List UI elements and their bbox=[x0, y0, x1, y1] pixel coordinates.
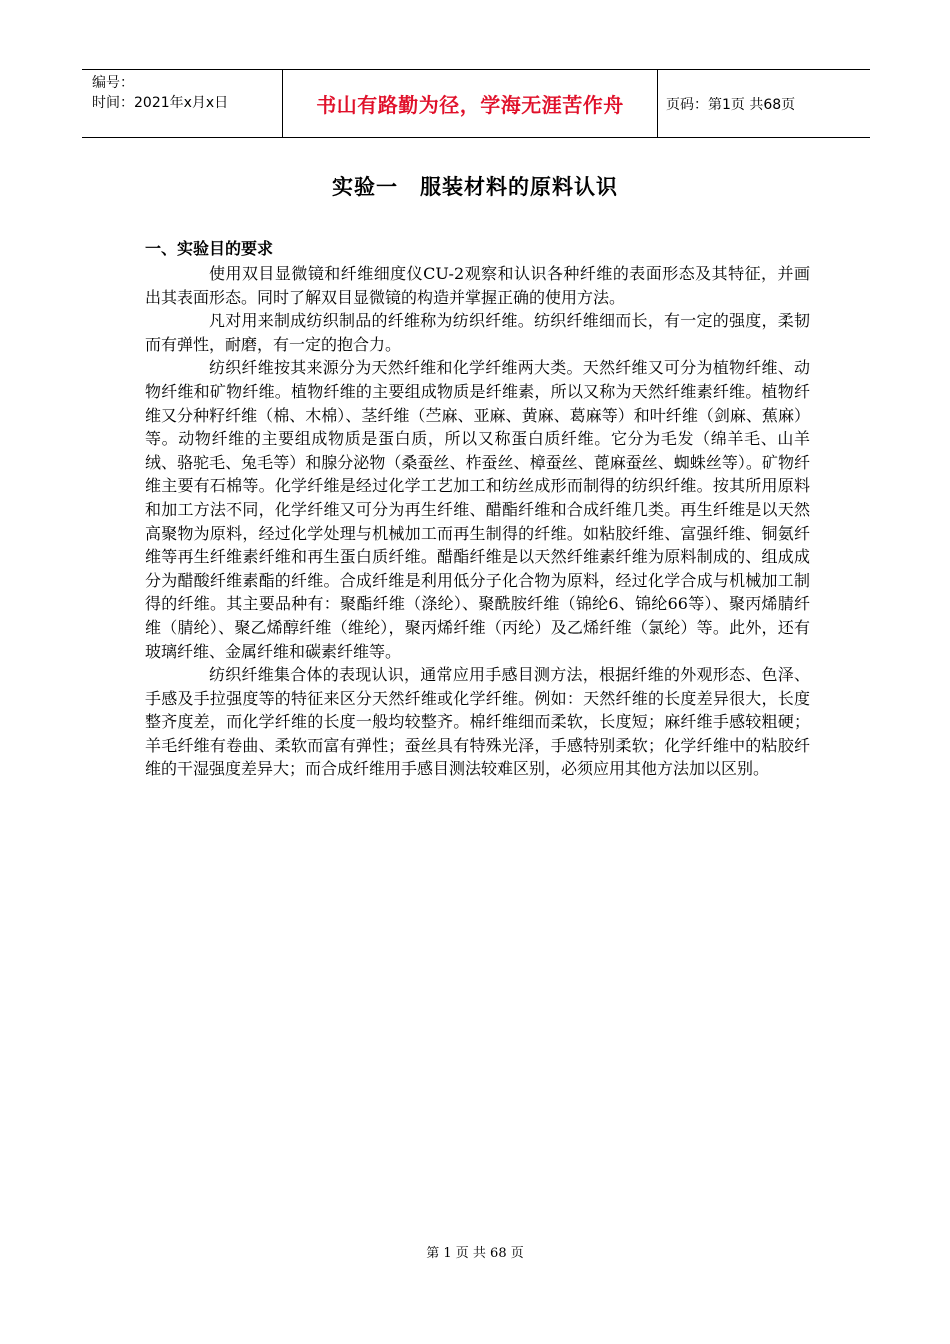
paragraph: 纺织纤维集合体的表现认识，通常应用手感目测方法，根据纤维的外观形态、色泽、手感及手拉强度等的特征来区分天然纤维或化学纤维。例如：天然纤维的长度差异很大，长度整齐度差，而化学纤维的长度一般均较整齐。棉纤维细而柔软，长度短；麻纤维手感较粗硬；羊毛纤维有卷曲、柔软而富有弹性；蚕丝具有特殊光泽，手感特别柔软；化学纤维中的粘胶纤维的干湿强度差异大；而合成纤维用手感目测法较难区别，必须应用其他方法加以区别。 bbox=[145, 665, 810, 779]
header-page-info: 页码：第1页 共68页 bbox=[666, 96, 796, 113]
paragraph: 凡对用来制成纺织制品的纤维称为纺织纤维。纺织纤维细而长，有一定的强度，柔韧而有弹性，耐磨，有一定的抱合力。 bbox=[145, 311, 810, 354]
paragraph: 使用双目显微镜和纤维细度仪CU-2观察和认识各种纤维的表面形态及其特征，并画出其表面形态。同时了解双目显微镜的构造并掌握正确的使用方法。 bbox=[145, 264, 810, 307]
page-footer: 第 1 页 共 68 页 bbox=[426, 1246, 524, 1261]
document-time-label: 时间：2021年x月x日 bbox=[92, 95, 229, 111]
document-title: 实验一 服装材料的原料认识 bbox=[332, 175, 618, 199]
header-motto: 书山有路勤为径，学海无涯苦作舟 bbox=[282, 70, 658, 137]
header-table bbox=[82, 69, 870, 138]
document-number-label: 编号： bbox=[92, 75, 134, 91]
header-meta bbox=[82, 70, 282, 137]
section-heading: 一、实验目的要求 bbox=[145, 239, 274, 258]
paragraph: 纺织纤维按其来源分为天然纤维和化学纤维两大类。天然纤维又可分为植物纤维、动物纤维和矿物纤维。植物纤维的主要组成物质是纤维素，所以又称为天然纤维素纤维。植物纤维又分种籽纤维（棉、木棉）、茎纤维（苎麻、亚麻、黄麻、葛麻等）和叶纤维（剑麻、蕉麻）等。动物纤维的主要组成物质是蛋白质，所以又称蛋白质纤维。它分为毛发（绵羊毛、山羊绒、骆驼毛、兔毛等）和腺分泌物（桑蚕丝、柞蚕丝、樟蚕丝、蓖麻蚕丝、蜘蛛丝等）。矿物纤维主要有石棉等。化学纤维是经过化学工艺加工和纺丝成形而制得的纺织纤维。按其所用原料和加工方法不同，化学纤维又可分为再生纤维、醋酯纤维和合成纤维几类。再生纤维是以天然高聚物为原料，经过化学处理与机械加工而再生制得的纤维。如粘胶纤维、富强纤维、铜氨纤维等再生纤维素纤维和再生蛋白质纤维。醋酯纤维是以天然纤维素纤维为原料制成的、组成成分为醋酸纤维素酯的纤维。合成纤维是利用低分子化合物为原料，经过化学合成与机械加工制得的纤维。其主要品种有：聚酯纤维（涤纶）、聚酰胺纤维（锦纶6、锦纶66等）、聚丙烯腈纤维（腈纶）、聚乙烯醇纤维（维纶），聚丙烯纤维（丙纶）及乙烯纤维（氯纶）等。此外，还有玻璃纤维、金属纤维和碳素纤维等。 bbox=[145, 358, 810, 661]
document-body bbox=[145, 236, 810, 781]
